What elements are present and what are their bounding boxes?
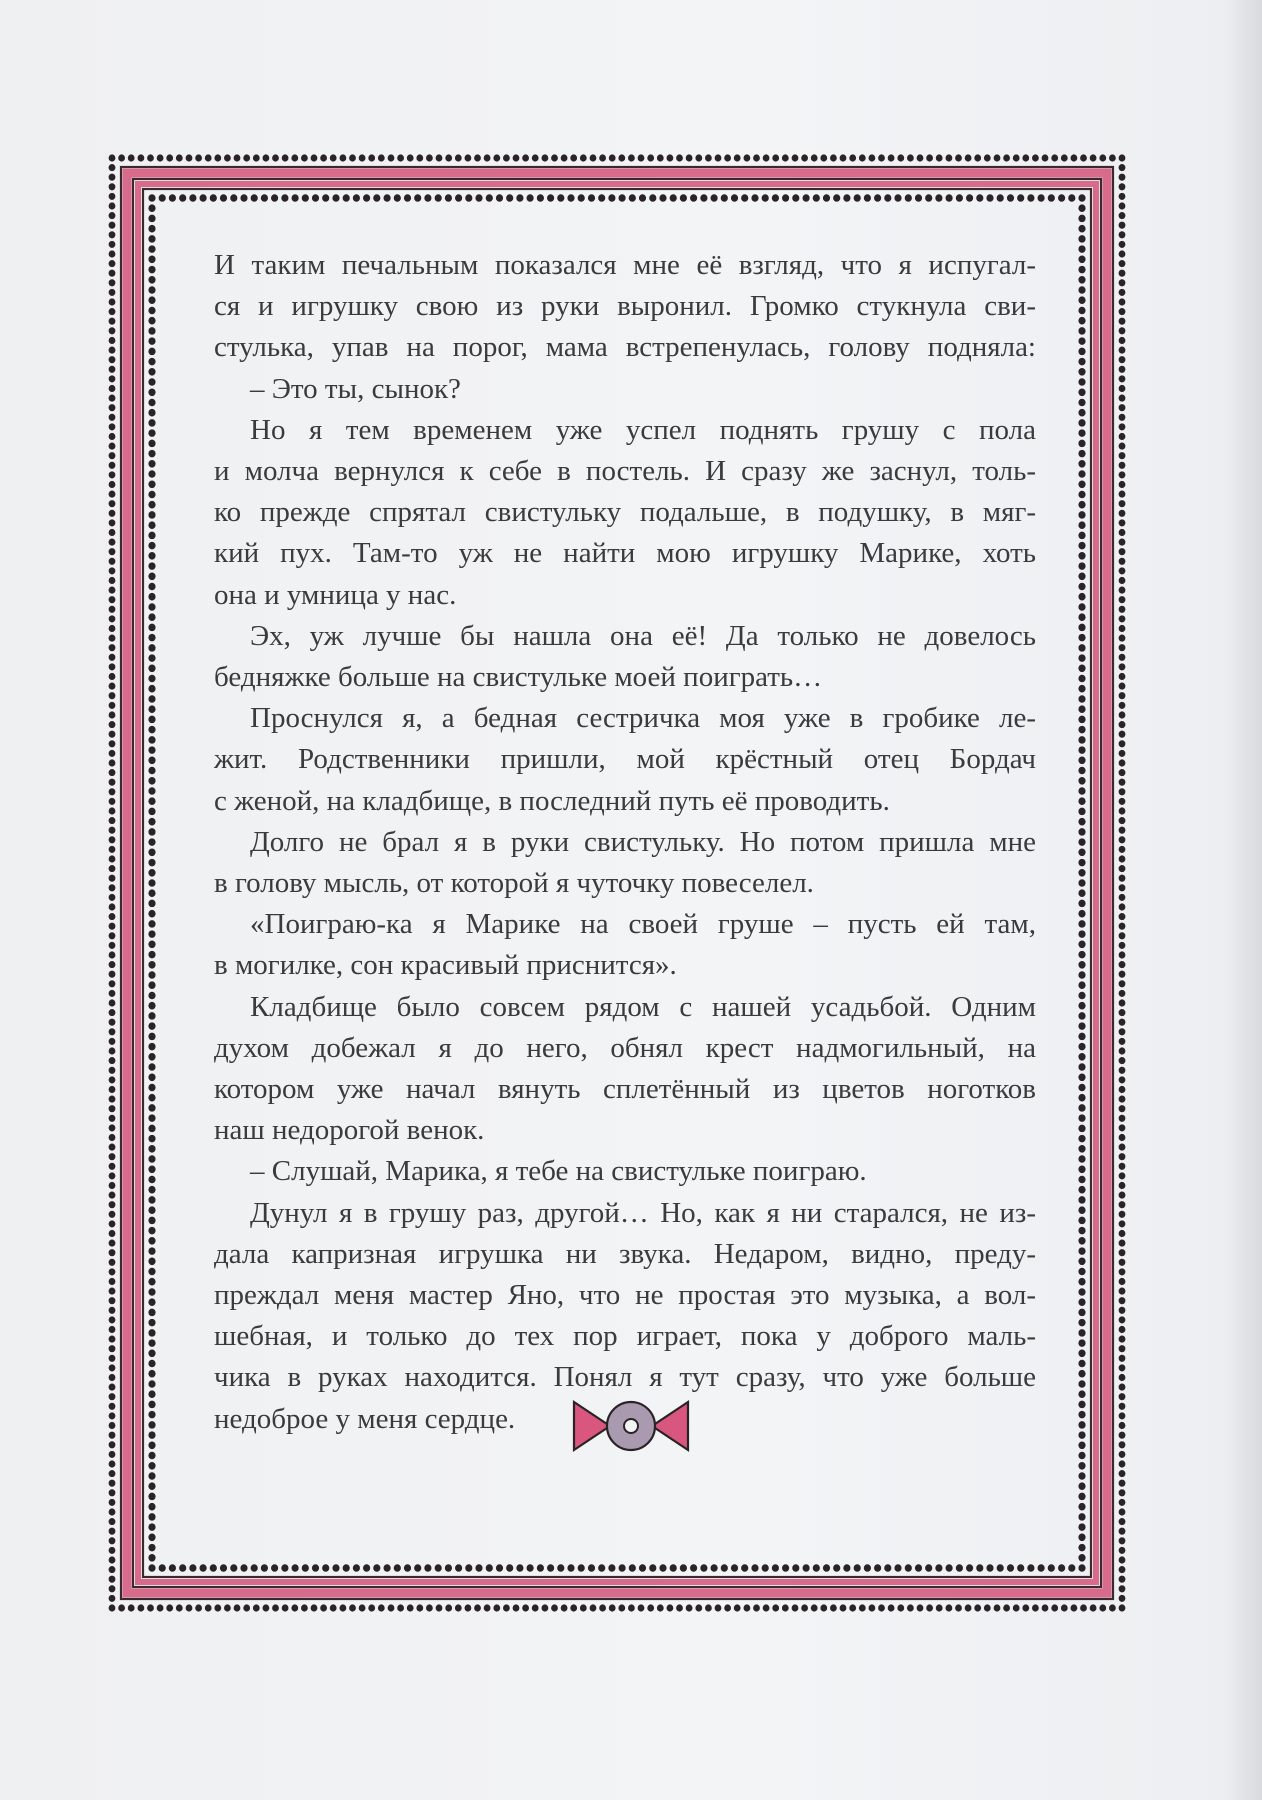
candy-icon	[568, 1392, 694, 1460]
text-line: она и умница у нас.	[214, 578, 457, 611]
text-line: в голову мысль, от которой я чуточку повеселел.	[214, 867, 814, 900]
text-line: кий пух. Там-то уж не найти мою игрушку Марике, хоть	[214, 537, 1036, 570]
text-line: И таким печальным показался мне её взгляд, что я испугал-	[214, 249, 1036, 281]
text-line: Но я тем временем уже успел поднять грушу с пола	[250, 413, 1036, 446]
text-line: и молча вернулся к себе в постель. И сразу же заснул, толь-	[214, 455, 1036, 488]
text-line: с женой, на кладбище, в последний путь её проводить.	[214, 784, 890, 817]
text-line: Дунул я в грушу раз, другой… Но, как я ни старался, не из-	[250, 1196, 1036, 1229]
text-line: ко прежде спрятал свистульку подальше, в подушку, в мяг-	[214, 496, 1036, 529]
candy-center	[624, 1419, 638, 1433]
candy-right-wrapper	[652, 1402, 688, 1450]
text-line: жит. Родственники пришли, мой крёстный отец Бордач	[214, 743, 1036, 776]
text-line: шебная, и только до тех пор играет, пока у доброго маль-	[214, 1320, 1036, 1353]
page-spine-shadow	[1224, 0, 1262, 1800]
page-text	[214, 245, 1036, 1440]
text-line: духом добежал я до него, обнял крест надмогильный, на	[214, 1031, 1036, 1064]
text-line: бедняжке больше на свистульке моей поиграть…	[214, 661, 823, 694]
text-line: «Поиграю-ка я Марике на своей груше – пусть ей там,	[250, 908, 1036, 941]
text-line: в могилке, сон красивый приснится».	[214, 949, 677, 982]
text-line: стулька, упав на порог, мама встрепенулась, голову подняла:	[214, 331, 1036, 364]
text-line: преждал меня мастер Яно, что не простая это музыка, а вол-	[214, 1279, 1036, 1312]
text-line: – Это ты, сынок?	[250, 372, 461, 405]
text-line: – Слушай, Марика, я тебе на свистульке поиграю.	[250, 1155, 867, 1188]
text-line: котором уже начал вянуть сплетённый из цветов ноготков	[214, 1073, 1036, 1106]
text-line: Эх, уж лучше бы нашла она её! Да только не довелось	[250, 619, 1036, 652]
text-line: Долго не брал я в руки свистульку. Но потом пришла мне	[250, 825, 1036, 858]
text-line: ся и игрушку свою из руки выронил. Громко стукнула сви-	[214, 290, 1036, 323]
candy-left-wrapper	[574, 1402, 610, 1450]
text-line: наш недорогой венок.	[214, 1114, 485, 1147]
text-line: недоброе у меня сердце.	[214, 1402, 516, 1435]
text-line: Кладбище было совсем рядом с нашей усадьбой. Одним	[250, 990, 1036, 1023]
text-line: Проснулся я, а бедная сестричка моя уже в гробике ле-	[250, 702, 1036, 735]
text-line: чика в руках находится. Понял я тут сразу, что уже больше	[214, 1361, 1036, 1394]
text-line: дала капризная игрушка ни звука. Недаром, видно, преду-	[214, 1237, 1036, 1270]
